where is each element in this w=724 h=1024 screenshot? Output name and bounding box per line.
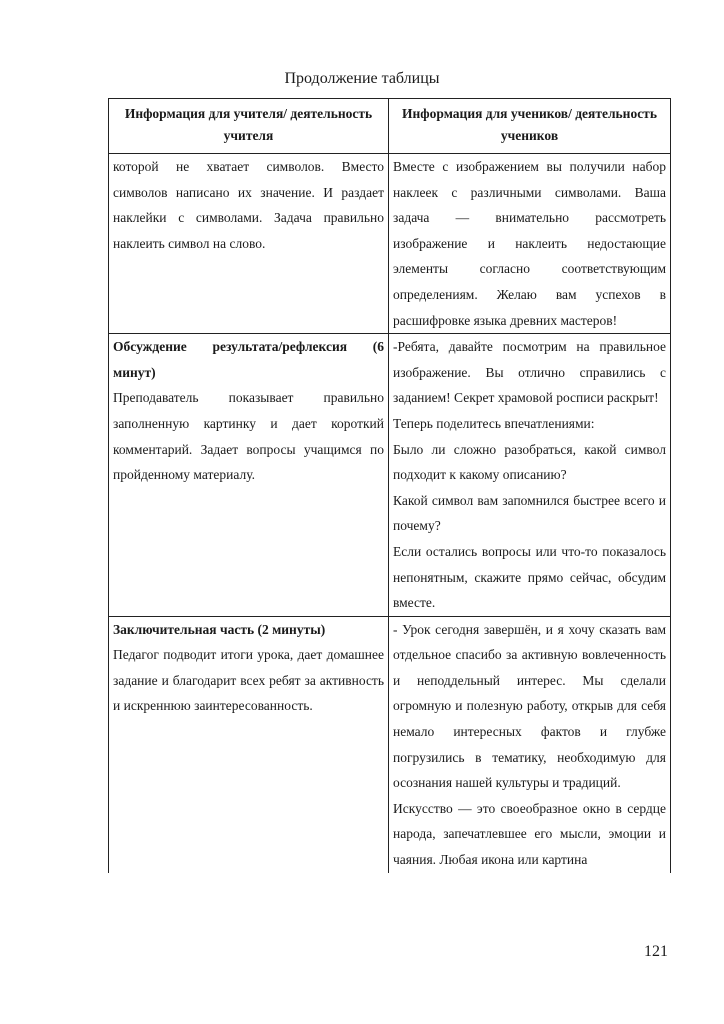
- table-header-row: [109, 99, 671, 154]
- header-teacher: Информация для учителя/ деятельность учителя: [109, 99, 389, 154]
- teacher-text: Педагог подводит итоги урока, дает домашнее задание и благодарит всех ребят за активность и искреннюю заинтересованность.: [113, 647, 384, 714]
- students-cell: [389, 154, 671, 334]
- students-text: Вместе с изображением вы получили набор наклеек с различными символами. Ваша задача — внимательно рассмотреть изображение и наклеить недостающие элементы согласно соответствующим определениям. Желаю вам успехов в расшифровке языка древних мастеров!: [393, 159, 666, 328]
- teacher-text: Преподаватель показывает правильно заполненную картинку и дает короткий комментарий. Задает вопросы учащимся по пройденному материалу.: [113, 390, 384, 483]
- students-text: - Урок сегодня завершён, и я хочу сказать вам отдельное спасибо за активную вовлеченность и неподдельный интерес. Мы сделали огромную и полезную работу, открыв для себя немало интересных фактов и глубже погрузились в тематику, необходимую для осознания нашей культуры и традиций.: [393, 621, 666, 791]
- header-students: Информация для учеников/ деятельность учеников: [389, 99, 671, 154]
- students-cell: [389, 334, 671, 617]
- students-text: -Ребята, давайте посмотрим на правильное изображение. Вы отлично справились с заданием! Секрет храмовой росписи раскрыт!: [393, 339, 666, 406]
- table-row: [109, 334, 671, 617]
- teacher-cell: [109, 616, 389, 872]
- page-number: 121: [644, 943, 668, 960]
- students-text: Какой символ вам запомнился быстрее всего и почему?: [393, 492, 666, 534]
- stage-title: Обсуждение результата/рефлексия (6 минут): [113, 339, 384, 380]
- teacher-text: которой не хватает символов. Вместо символов написано их значение. И раздает наклейки с символами. Задача правильно наклеить символ на слово.: [113, 159, 384, 251]
- students-cell: [389, 616, 671, 872]
- table-row: [109, 154, 671, 334]
- table-caption: Продолжение таблицы: [284, 70, 440, 87]
- students-text: Если остались вопросы или что-то показалось непонятным, скажите прямо сейчас, обсудим вместе.: [393, 543, 666, 611]
- lesson-table: [108, 98, 671, 873]
- students-text: Было ли сложно разобраться, какой символ подходит к какому описанию?: [393, 441, 666, 483]
- students-text: Искусство — это своеобразное окно в сердце народа, запечатлевшее его мысли, эмоции и чаяния. Любая икона или картина: [393, 800, 666, 868]
- students-text: Теперь поделитесь впечатлениями:: [393, 415, 595, 431]
- table-row: [109, 616, 671, 872]
- teacher-cell: [109, 154, 389, 334]
- stage-title: Заключительная часть (2 минуты): [113, 621, 326, 637]
- teacher-cell: [109, 334, 389, 617]
